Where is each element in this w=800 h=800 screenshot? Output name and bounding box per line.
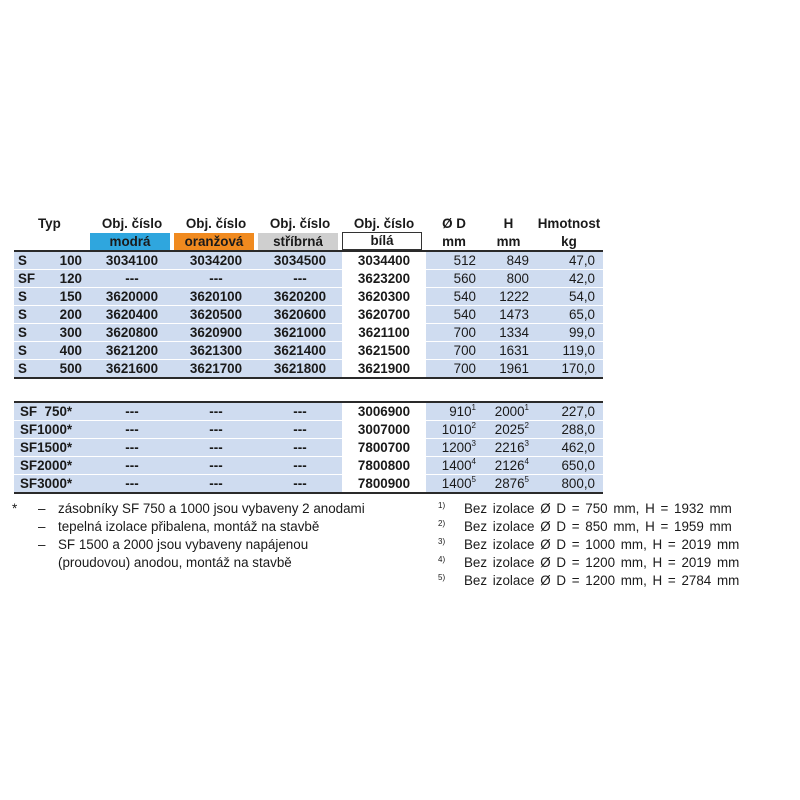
type-cell: S 500	[14, 360, 90, 379]
weight-cell: 99,0	[535, 324, 603, 342]
header-height: H	[503, 216, 514, 231]
header-obj-bila: Obj. číslo	[353, 216, 415, 231]
order-number-cell: 3621700	[174, 360, 258, 379]
note-line-4: (proudovou) anodou, montáž na stavbě	[58, 555, 292, 570]
diameter-cell: 1200$^3$	[426, 439, 482, 457]
order-number-cell: ---	[174, 401, 258, 421]
order-number-cell: 3006900	[342, 401, 426, 421]
unit-weight: kg	[561, 233, 577, 249]
table-row	[14, 360, 603, 379]
order-number-cell: ---	[174, 421, 258, 439]
type-cell: S 100	[14, 250, 90, 270]
order-number-cell: 3007000	[342, 421, 426, 439]
note-line-2: tepelná izolace přibalena, montáž na stavbě	[58, 519, 320, 534]
order-number-cell: 3621000	[258, 324, 342, 342]
order-number-cell: 3621500	[342, 342, 426, 360]
order-number-cell: 3620500	[174, 306, 258, 324]
height-cell: 849	[482, 250, 535, 270]
table-row	[14, 270, 603, 288]
header-row	[14, 215, 603, 232]
order-number-cell: 3620700	[342, 306, 426, 324]
footnotes	[438, 500, 788, 590]
order-number-cell: ---	[258, 439, 342, 457]
height-cell: 1334	[482, 324, 535, 342]
table-row	[14, 306, 603, 324]
order-number-cell: 3620600	[258, 306, 342, 324]
table-row	[14, 401, 603, 421]
table-row	[14, 475, 603, 494]
height-cell: 1473	[482, 306, 535, 324]
weight-cell: 54,0	[535, 288, 603, 306]
order-number-cell: 3621600	[90, 360, 174, 379]
order-number-cell: 3034500	[258, 250, 342, 270]
diameter-cell: 512	[426, 250, 482, 270]
order-number-cell: ---	[174, 475, 258, 494]
spec-table	[14, 215, 603, 494]
diameter-cell: 700	[426, 324, 482, 342]
footnote: 3) Bez izolace Ø D = 1000 mm, H = 2019 mm	[438, 537, 740, 552]
note-line-3: SF 1500 a 2000 jsou vybaveny napájenou	[58, 537, 309, 552]
type-cell: SF1500*	[14, 439, 90, 457]
header-diameter: Ø D	[442, 216, 466, 231]
diameter-cell: 1400$^4$	[426, 457, 482, 475]
type-cell: SF2000*	[14, 457, 90, 475]
order-number-cell: ---	[90, 401, 174, 421]
table-row	[14, 421, 603, 439]
order-number-cell: 3620300	[342, 288, 426, 306]
order-number-cell: ---	[174, 439, 258, 457]
note-line-1: zásobníky SF 750 a 1000 jsou vybaveny 2 anodami	[58, 501, 365, 516]
diameter-cell: 1400$^5$	[426, 475, 482, 494]
table-group-sf	[14, 401, 603, 494]
order-number-cell: ---	[90, 421, 174, 439]
order-number-cell: 3620000	[90, 288, 174, 306]
type-cell: S 200	[14, 306, 90, 324]
table-group-standard	[14, 250, 603, 379]
diameter-cell: 910$^1$	[426, 401, 482, 421]
height-cell: 2126$^4$	[482, 457, 535, 475]
diameter-cell: 1010$^2$	[426, 421, 482, 439]
type-cell: S 300	[14, 324, 90, 342]
order-number-cell: 3034200	[174, 250, 258, 270]
diameter-cell: 540	[426, 306, 482, 324]
type-cell: S 400	[14, 342, 90, 360]
order-number-cell: ---	[258, 270, 342, 288]
note-star: *	[12, 501, 18, 516]
swatch-oranzova: oranžová	[174, 233, 254, 250]
order-number-cell: 3620800	[90, 324, 174, 342]
order-number-cell: ---	[90, 475, 174, 494]
footnote: 2) Bez izolace Ø D = 850 mm, H = 1959 mm	[438, 519, 732, 534]
table-row	[14, 250, 603, 270]
type-cell: SF3000*	[14, 475, 90, 494]
order-number-cell: 3621100	[342, 324, 426, 342]
swatch-modra: modrá	[90, 233, 170, 250]
height-cell: 800	[482, 270, 535, 288]
weight-cell: 800,0	[535, 475, 603, 494]
diameter-cell: 700	[426, 342, 482, 360]
header-typ: Typ	[38, 216, 61, 231]
diameter-cell: 560	[426, 270, 482, 288]
header-obj-stribrna: Obj. číslo	[269, 216, 331, 231]
order-number-cell: 3034100	[90, 250, 174, 270]
type-cell: S 150	[14, 288, 90, 306]
order-number-cell: 3621400	[258, 342, 342, 360]
height-cell: 2000$^1$	[482, 401, 535, 421]
table-row	[14, 324, 603, 342]
table-row	[14, 457, 603, 475]
swatch-row	[14, 232, 603, 250]
order-number-cell: 3620400	[90, 306, 174, 324]
order-number-cell: ---	[258, 401, 342, 421]
order-number-cell: ---	[90, 457, 174, 475]
height-cell: 1631	[482, 342, 535, 360]
weight-cell: 42,0	[535, 270, 603, 288]
weight-cell: 288,0	[535, 421, 603, 439]
table-row	[14, 288, 603, 306]
order-number-cell: ---	[258, 457, 342, 475]
weight-cell: 65,0	[535, 306, 603, 324]
notes: * – zásobníky SF 750 a 1000 jsou vybaveny 2 anodami – tepelná izolace přibalena, montáž na stavbě – SF 1500 a 2000 jsou vybaveny napájenou (proudovou) anodou, montáž na stavbě	[12, 501, 365, 570]
weight-cell: 47,0	[535, 250, 603, 270]
table-row	[14, 342, 603, 360]
weight-cell: 650,0	[535, 457, 603, 475]
weight-cell: 170,0	[535, 360, 603, 379]
header-obj-oranzova: Obj. číslo	[185, 216, 247, 231]
order-number-cell: ---	[174, 457, 258, 475]
weight-cell: 462,0	[535, 439, 603, 457]
order-number-cell: 7800800	[342, 457, 426, 475]
order-number-cell: 3621900	[342, 360, 426, 379]
unit-height: mm	[496, 233, 521, 249]
weight-cell: 227,0	[535, 401, 603, 421]
height-cell: 2216$^3$	[482, 439, 535, 457]
diameter-cell: 540	[426, 288, 482, 306]
diameter-cell: 700	[426, 360, 482, 379]
swatch-bila: bílá	[342, 232, 422, 250]
order-number-cell: 7800700	[342, 439, 426, 457]
weight-cell: 119,0	[535, 342, 603, 360]
height-cell: 2025$^2$	[482, 421, 535, 439]
order-number-cell: 3034400	[342, 250, 426, 270]
swatch-stribrna: stříbrná	[258, 233, 338, 250]
order-number-cell: ---	[90, 439, 174, 457]
type-cell: SF 750*	[14, 401, 90, 421]
header-obj-modra: Obj. číslo	[101, 216, 163, 231]
order-number-cell: ---	[90, 270, 174, 288]
height-cell: 1961	[482, 360, 535, 379]
order-number-cell: 3623200	[342, 270, 426, 288]
order-number-cell: 3620900	[174, 324, 258, 342]
order-number-cell: 7800900	[342, 475, 426, 494]
height-cell: 2876$^5$	[482, 475, 535, 494]
footnote: 4) Bez izolace Ø D = 1200 mm, H = 2019 mm	[438, 555, 740, 570]
order-number-cell: 3620100	[174, 288, 258, 306]
unit-diameter: mm	[442, 233, 466, 249]
order-number-cell: ---	[174, 270, 258, 288]
footnote: 5) Bez izolace Ø D = 1200 mm, H = 2784 mm	[438, 573, 740, 588]
order-number-cell: 3620200	[258, 288, 342, 306]
order-number-cell: 3621300	[174, 342, 258, 360]
order-number-cell: 3621800	[258, 360, 342, 379]
footnote: 1) Bez izolace Ø D = 750 mm, H = 1932 mm	[438, 501, 732, 516]
header-weight: Hmotnost	[537, 216, 601, 231]
type-cell: SF 120	[14, 270, 90, 288]
order-number-cell: 3621200	[90, 342, 174, 360]
height-cell: 1222	[482, 288, 535, 306]
table-row	[14, 439, 603, 457]
order-number-cell: ---	[258, 421, 342, 439]
type-cell: SF1000*	[14, 421, 90, 439]
order-number-cell: ---	[258, 475, 342, 494]
